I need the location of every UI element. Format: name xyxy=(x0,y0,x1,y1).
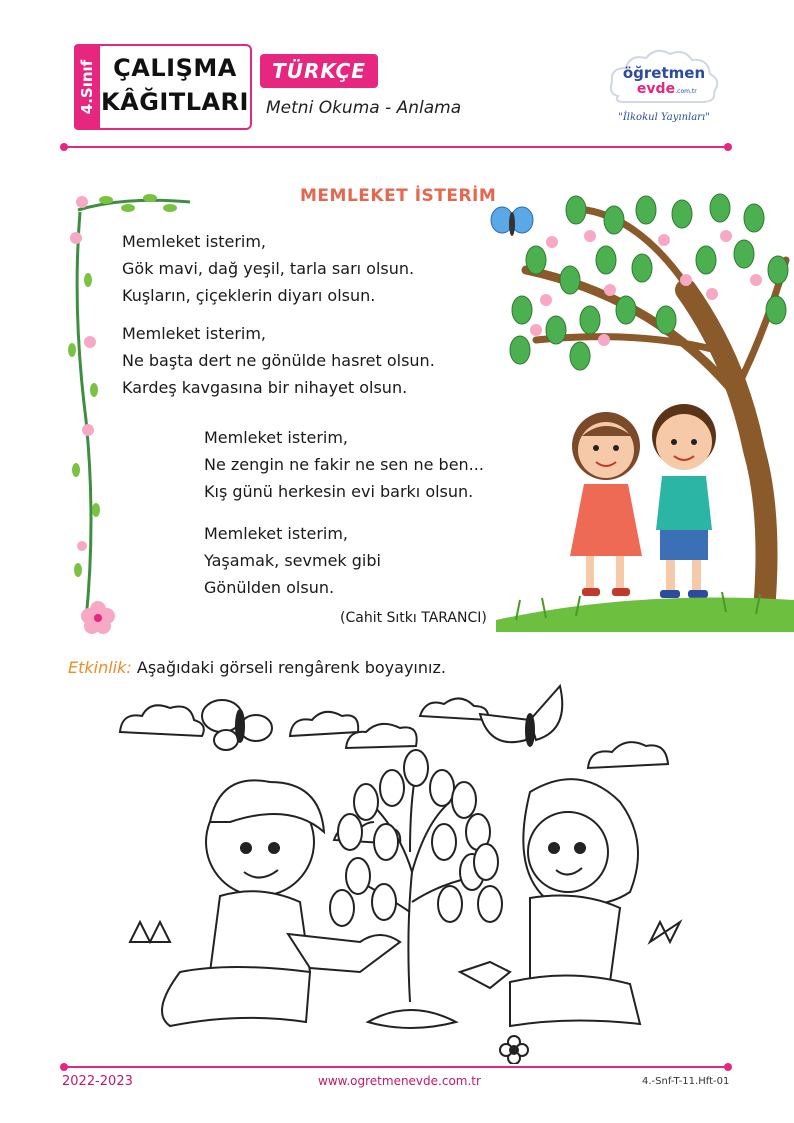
logo-domain-text: .com.tr xyxy=(675,88,697,95)
poem-line: Yaşamak, sevmek gibi xyxy=(204,551,381,570)
activity-label: Etkinlik: xyxy=(68,658,132,677)
boy-figure xyxy=(652,404,716,598)
butterfly-icon xyxy=(491,207,533,236)
subtitle: Metni Okuma - Anlama xyxy=(266,98,462,118)
tree-children-illustration xyxy=(486,180,794,632)
title-line-2: KÂĞITLARI xyxy=(101,88,249,116)
butterfly-icon xyxy=(202,700,272,750)
footer-doc-code: 4.-Snf-T-11.Hft-01 xyxy=(642,1076,730,1087)
cloud-icon xyxy=(588,742,668,768)
poem-title: MEMLEKET İSTERİM xyxy=(300,186,497,206)
poem-line: Memleket isterim, xyxy=(204,524,349,543)
grade-label: 4.Sınıf xyxy=(78,59,96,115)
stanza-4 xyxy=(204,520,381,601)
ogretmenevde-logo xyxy=(604,44,724,130)
logo-bottom-text: evde xyxy=(636,81,676,97)
grade-tab xyxy=(74,44,100,130)
cloud-icon xyxy=(420,698,488,720)
logo-top-text: öğretmen xyxy=(622,64,706,82)
footer-divider xyxy=(62,1066,730,1068)
girl-figure xyxy=(570,412,642,596)
poem-line: Ne zengin ne fakir ne sen ne ben... xyxy=(204,455,484,474)
tree-outline xyxy=(330,750,502,1028)
stanza-1 xyxy=(122,228,414,309)
stanza-2 xyxy=(122,320,435,401)
worksheet-title-box xyxy=(100,44,252,130)
divider-dot-right xyxy=(724,1063,732,1071)
title-line-1: ÇALIŞMA xyxy=(113,54,237,82)
poem-line: Memleket isterim, xyxy=(204,428,349,447)
activity-text: Aşağıdaki görseli rengârenk boyayınız. xyxy=(131,658,446,677)
poem-line: Ne başta dert ne gönülde hasret olsun. xyxy=(122,351,435,370)
divider-dot-left xyxy=(60,1063,68,1071)
cloud-icon xyxy=(120,705,204,736)
footer-year: 2022-2023 xyxy=(62,1074,133,1089)
flower-icon xyxy=(500,1036,528,1064)
poem-line: Gönülden olsun. xyxy=(204,578,335,597)
poem-line: Memleket isterim, xyxy=(122,324,267,343)
poem-line: Kış günü herkesin evi barkı olsun. xyxy=(204,482,474,501)
stanza-3 xyxy=(204,424,484,505)
poem-author: (Cahit Sıtkı TARANCI) xyxy=(340,610,487,626)
poem-line: Memleket isterim, xyxy=(122,232,267,251)
poem-line: Kuşların, çiçeklerin diyarı olsun. xyxy=(122,286,376,305)
butterfly-icon xyxy=(480,686,562,746)
divider-dot-left xyxy=(60,143,68,151)
cloud-icon xyxy=(290,712,358,736)
footer-website-link[interactable]: www.ogretmenevde.com.tr xyxy=(318,1074,481,1088)
poem-line: Kardeş kavgasına bir nihayet olsun. xyxy=(122,378,408,397)
header-divider xyxy=(62,146,730,148)
coloring-illustration xyxy=(110,672,684,1064)
divider-dot-right xyxy=(724,143,732,151)
poem-line: Gök mavi, dağ yeşil, tarla sarı olsun. xyxy=(122,259,415,278)
logo-tagline: "İlkokul Yayınları" xyxy=(618,112,710,123)
subject-tag: TÜRKÇE xyxy=(260,54,378,88)
